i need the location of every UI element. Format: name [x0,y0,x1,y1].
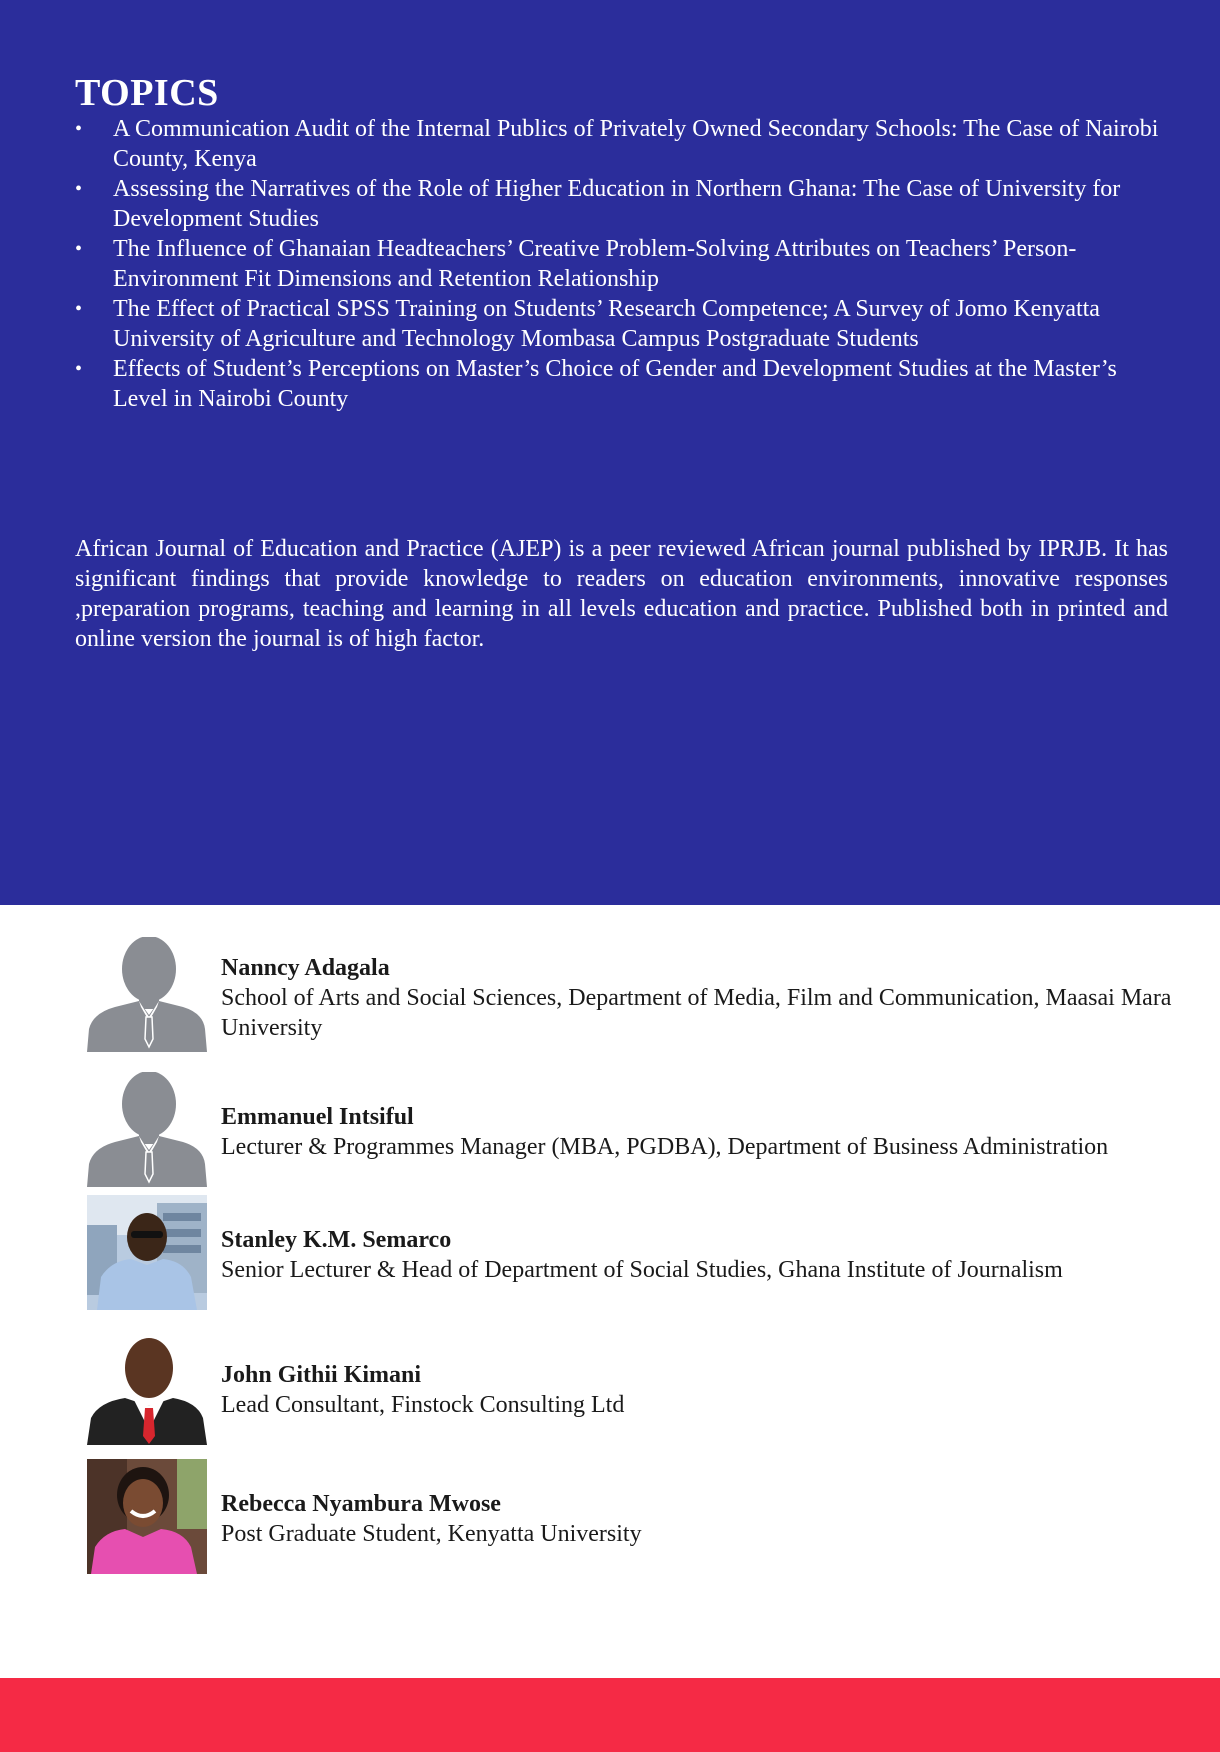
footer-bar [0,1678,1220,1752]
author-details [221,1489,1181,1549]
author-card [87,937,1187,1052]
topic-item [75,354,1170,414]
topic-text: The Effect of Practical SPSS Training on Students’ Research Competence; A Survey of Jomo Kenyatta University of Agriculture and Technology Mombasa Campus Postgraduate Students [113,296,1100,352]
topic-text: A Communication Audit of the Internal Publics of Privately Owned Secondary Schools: The Case of Nairobi County, Kenya [113,116,1159,172]
topic-text: Effects of Student’s Perceptions on Master’s Choice of Gender and Development Studies at the Master’s Level in Nairobi County [113,356,1117,412]
author-name: Stanley K.M. Semarco [221,1227,452,1253]
author-name: Rebecca Nyambura Mwose [221,1491,501,1517]
bullet-icon: • [75,118,83,140]
author-affiliation: Lecturer & Programmes Manager (MBA, PGDBA), Department of Business Administration [221,1134,1109,1160]
topic-item [75,234,1170,294]
topic-item [75,114,1170,174]
bullet-icon: • [75,178,83,200]
topics-list [75,114,1170,414]
author-name: Emmanuel Intsiful [221,1104,414,1130]
author-affiliation: School of Arts and Social Sciences, Department of Media, Film and Communication, Maasai Mara University [221,985,1172,1041]
bullet-icon: • [75,238,83,260]
author-name: Nanncy Adagala [221,955,390,981]
author-card [87,1330,1187,1445]
author-details [221,1360,1181,1420]
avatar-placeholder-icon [87,937,207,1052]
author-affiliation: Lead Consultant, Finstock Consulting Ltd [221,1392,625,1418]
topic-item [75,294,1170,354]
avatar-placeholder-icon [87,1072,207,1187]
author-details [221,1102,1181,1162]
author-card [87,1072,1187,1187]
topics-heading: TOPICS [75,72,219,114]
portrait-photo [87,1330,207,1445]
topic-text: The Influence of Ghanaian Headteachers’ Creative Problem-Solving Attributes on Teachers’ Person-Environment Fit Dimensions and Retention Relationship [113,236,1077,292]
topic-text: Assessing the Narratives of the Role of Higher Education in Northern Ghana: The Case of University for Development Studies [113,176,1121,232]
bullet-icon: • [75,298,83,320]
journal-description: African Journal of Education and Practice (AJEP) is a peer reviewed African journal published by IPRJB. It has significant findings that provide knowledge to readers on education environments, innovative responses ,preparation programs, teaching and learning in all levels education and practice. Published both in printed and online version the journal is of high factor. [75,536,1168,652]
author-affiliation: Post Graduate Student, Kenyatta University [221,1521,642,1547]
portrait-photo [87,1195,207,1310]
bullet-icon: • [75,358,83,380]
author-details [221,953,1181,1043]
portrait-photo [87,1459,207,1574]
author-details [221,1225,1181,1285]
author-card [87,1459,1187,1574]
author-affiliation: Senior Lecturer & Head of Department of Social Studies, Ghana Institute of Journalism [221,1257,1063,1283]
topic-item [75,174,1170,234]
author-name: John Githii Kimani [221,1362,422,1388]
author-card [87,1195,1187,1310]
